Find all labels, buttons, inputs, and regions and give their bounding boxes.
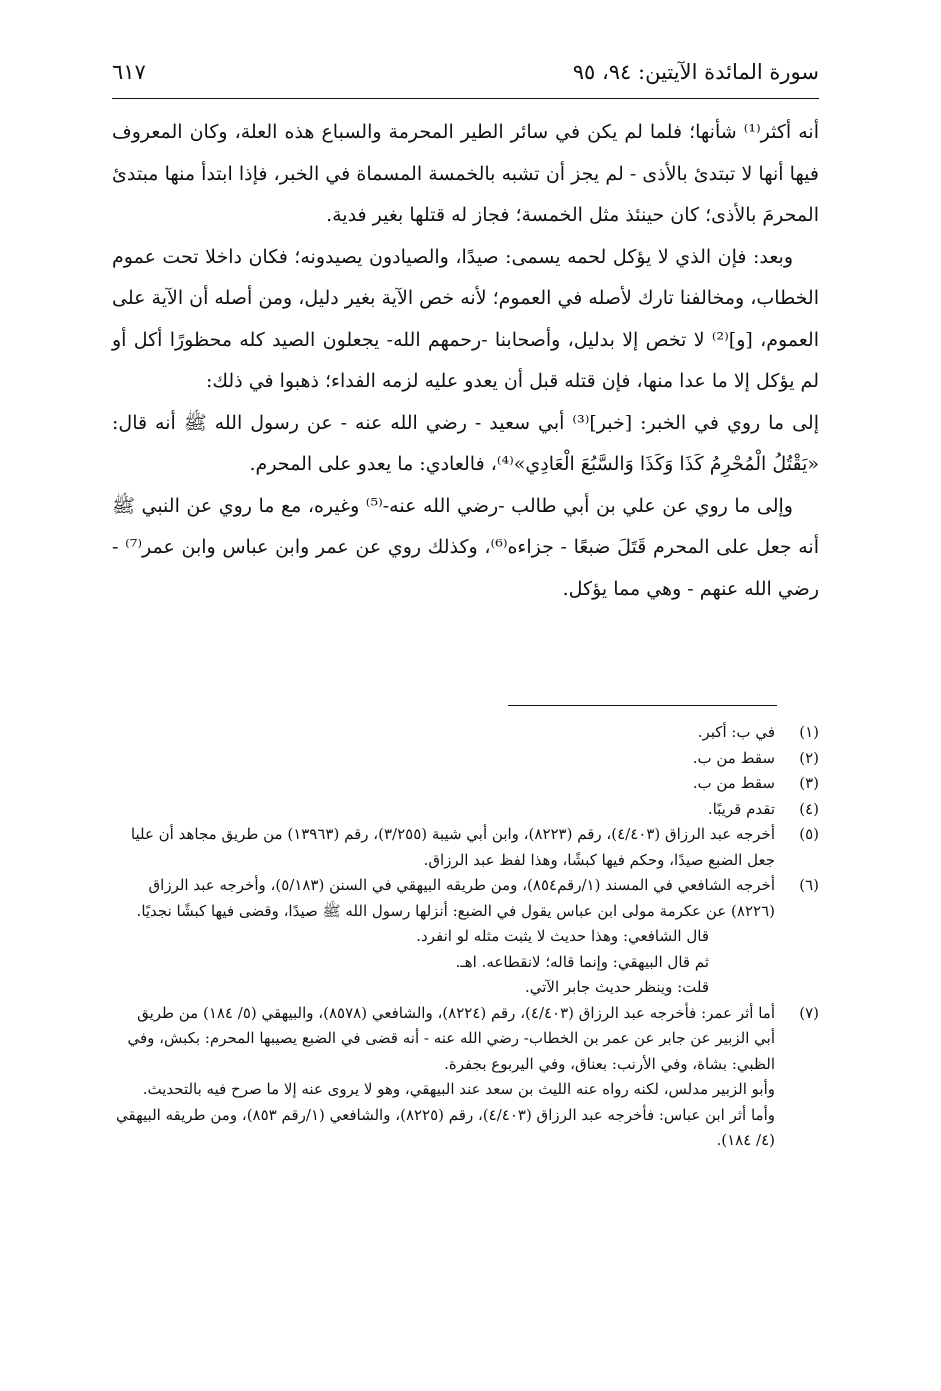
footnote-number: (٦) — [799, 876, 819, 894]
footnote — [112, 720, 819, 746]
header-title: سورة المائدة الآيتين: ٩٤، ٩٥ — [572, 60, 819, 84]
footnote-text: أخرجه عبد الرزاق (٤/٤٠٣)، رقم (٨٢٢٣)، وابن أبي شيبة (٣/٢٥٥)، رقم (١٣٩٦٣) من طريق مجاهد أن عليا جعل الضبع صيدًا، وحكم فيها كبشًا، وهذا لفظ عبد الرزاق. — [130, 825, 775, 869]
footnote-text: تقدم قريبًا. — [707, 799, 775, 818]
footnote — [112, 746, 819, 772]
footnote-text: أما أثر عمر: فأخرجه عبد الرزاق (٤/٤٠٣)، رقم (٨٢٢٤)، والشافعي (٨٥٧٨)، والبيهقي (٥/ ١٨٤) من طريق أبي الزبير عن جابر عن عمر بن الخطاب- رضي الله عنه - أنه قضى في الضبع يصيبها المحرم: بكبش، وفي الظبي: بشاة، وفي الأرنب: بعناق، وفي اليربوع بجفرة. — [127, 1003, 775, 1073]
footnote-text: سقط من ب. — [692, 748, 775, 767]
footnotes — [112, 720, 819, 1154]
footnote — [112, 873, 819, 1001]
paragraph-1: أنه أكثر⁽¹⁾ شأنها؛ فلما لم يكن في سائر الطير المحرمة والسباع هذه العلة، وكان المعروف فيها أنها لا تبتدئ بالأذى - لم يجز أن تشبه بالخمسة المسماة في الخبر، فإذا ابتدأ منها مبتدئ المحرمَ بالأذى؛ كان حينئذ مثل الخمسة؛ فجاز له قتلها بغير فدية. — [112, 121, 819, 226]
footnote-number: (٢) — [799, 748, 819, 767]
footnote-text: سقط من ب. — [692, 774, 775, 792]
footnote-number: (٥) — [799, 825, 819, 843]
footnote-text: وأما أثر ابن عباس: فأخرجه عبد الرزاق (٤/٤٠٣)، رقم (٨٢٢٥)، والشافعي (١/رقم ٨٥٣)، ومن طريقه البيهقي (٤/ ١٨٤). — [116, 1105, 775, 1149]
page-header — [112, 56, 819, 96]
footnote-separator — [508, 705, 777, 706]
paragraph-2: وبعد: فإن الذي لا يؤكل لحمه يسمى: صيدًا، والصيادون يصيدونه؛ فكان داخلا تحت عموم الخطاب، ومخالفنا تارك لأصله في العموم؛ لأنه خص الآية بغير دليل، ومن أصله أن الآية على العموم، [و]⁽²⁾ لا تخص إلا بدليل، وأصحابنا -رحمهم الله- يجعلون الصيد كله محظورًا أكل أو لم يؤكل إلا ما عدا منها، فإن قتله قبل أن يعدو عليه لزمه الفداء؛ ذهبوا في ذلك: — [112, 245, 819, 392]
footnote-number: (٣) — [799, 774, 819, 792]
footnote-text: قلت: وينظر حديث جابر الآتي. — [524, 978, 709, 996]
footnote-text: أخرجه الشافعي في المسند (١/رقم٨٥٤)، ومن طريقه البيهقي في السنن (٥/١٨٣)، وأخرجه عبد الرزاق (٨٢٢٦) عن عكرمة مولى ابن عباس يقول في الضبع: أنزلها رسول الله ﷺ صيدًا، وقضى فيها كبشًا نجديًا. — [136, 876, 775, 920]
footnote — [112, 771, 819, 797]
page-number: ٦١٧ — [112, 60, 146, 84]
footnote — [112, 1001, 819, 1154]
paragraph-4: وإلى ما روي عن علي بن أبي طالب -رضي الله عنه-⁽⁵⁾ وغيره، مع ما روي عن النبي ﷺ أنه جعل على المحرم قَتَلَ ضبعًا - جزاءه⁽⁶⁾، وكذلك روي عن عمر وابن عباس وابن عمر⁽⁷⁾ - رضي الله عنهم - وهي مما يؤكل. — [112, 494, 819, 600]
header-divider — [112, 98, 819, 99]
footnote — [112, 797, 819, 823]
main-text — [112, 112, 819, 610]
footnote-number: (٤) — [799, 799, 819, 818]
footnote-text: في ب: أكبر. — [697, 723, 775, 741]
paragraph-3: إلى ما روي في الخبر: [خبر]⁽³⁾ أبي سعيد - رضي الله عنه - عن رسول الله ﷺ أنه قال: «يَقْتُلُ الْمُحْرِمُ كَذَا وَكَذَا وَالسَّبُعَ الْعَادِي»⁽⁴⁾، فالعادي: ما يعدو على المحرم. — [112, 411, 819, 475]
footnote-text: وأبو الزبير مدلس، لكنه رواه عنه الليث بن سعد عند البيهقي، وهو لا يروى عنه إلا ما صرح فيه بالتحديث. — [142, 1080, 775, 1098]
footnote-number: (١) — [799, 723, 819, 741]
footnote-text: قال الشافعي: وهذا حديث لا يثبت مثله لو انفرد. — [416, 927, 709, 945]
footnote-number: (٧) — [799, 1003, 819, 1022]
footnote-text: ثم قال البيهقي: وإنما قاله؛ لانقطاعه. اهـ. — [455, 952, 709, 971]
footnote — [112, 822, 819, 873]
